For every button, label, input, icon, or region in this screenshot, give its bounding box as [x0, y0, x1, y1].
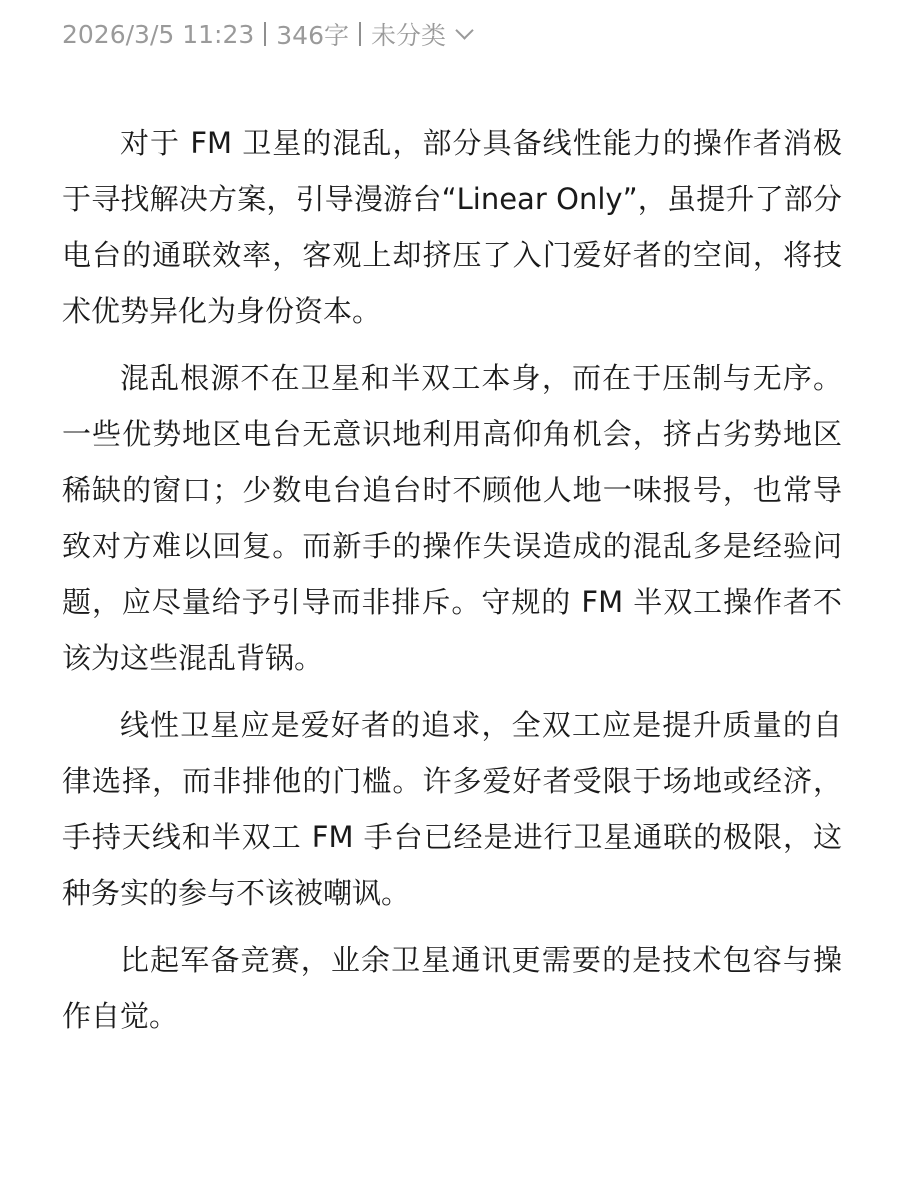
chevron-down-icon: [455, 21, 473, 39]
category-label: 未分类: [371, 21, 447, 50]
meta-divider: [264, 22, 266, 46]
note-datetime: 2026/3/5 11:23: [62, 19, 255, 49]
note-word-count: 346字: [276, 21, 349, 50]
note-paragraph: 线性卫星应是爱好者的追求，全双工应是提升质量的自律选择，而非排他的门槛。许多爱好者受限于场地或经济，手持天线和半双工 FM 手台已经是进行卫星通联的极限，这种务实的参与不该被嘲讽。: [62, 708, 842, 910]
note-meta-bar: [62, 14, 471, 54]
category-selector[interactable]: [371, 16, 471, 52]
note-paragraph: 对于 FM 卫星的混乱，部分具备线性能力的操作者消极于寻找解决方案，引导漫游台“Linear Only”，虽提升了部分电台的通联效率，客观上却挤压了入门爱好者的空间，将技术优势异化为身份资本。: [62, 126, 842, 328]
note-paragraph: 比起军备竞赛，业余卫星通讯更需要的是技术包容与操作自觉。: [62, 943, 842, 1033]
meta-divider: [359, 22, 361, 46]
note-body[interactable]: [62, 115, 842, 1055]
note-paragraph: 混乱根源不在卫星和半双工本身，而在于压制与无序。一些优势地区电台无意识地利用高仰角机会，挤占劣势地区稀缺的窗口；少数电台追台时不顾他人地一味报号，也常导致对方难以回复。而新手的操作失误造成的混乱多是经验问题，应尽量给予引导而非排斥。守规的 FM 半双工操作者不该为这些混乱背锅。: [62, 361, 842, 675]
